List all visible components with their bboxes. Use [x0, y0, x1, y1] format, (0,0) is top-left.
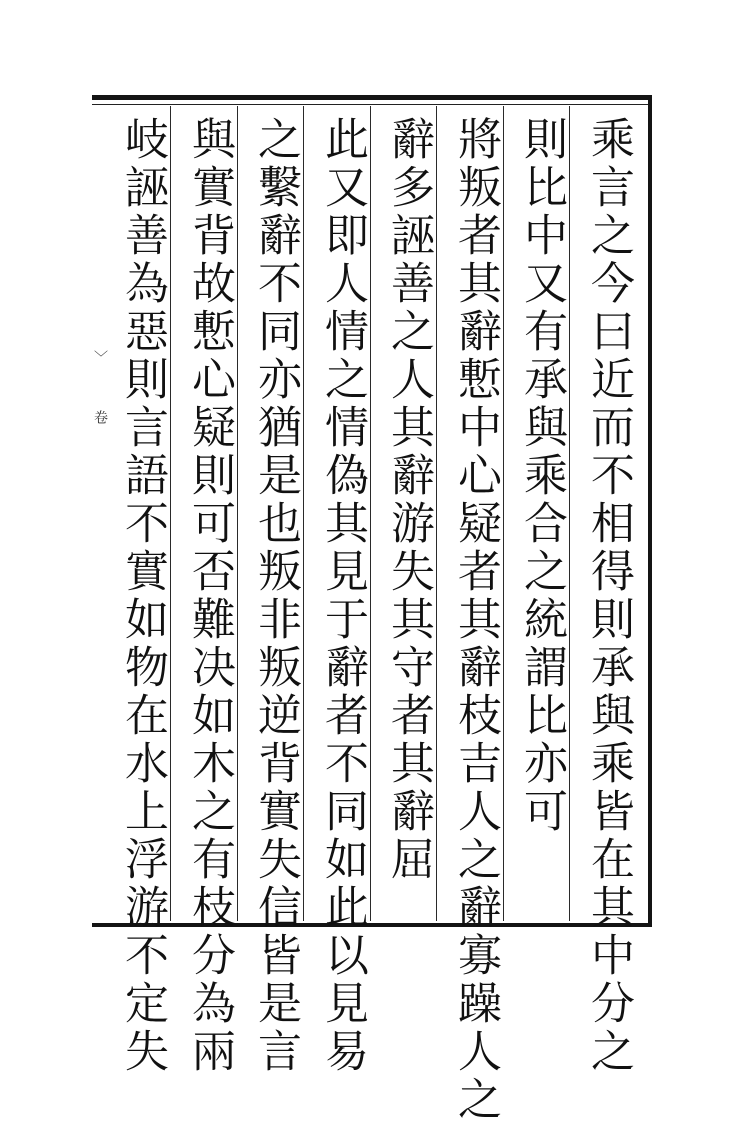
column-rule — [569, 106, 570, 921]
column-rule — [237, 106, 238, 921]
column-rule — [436, 106, 437, 921]
frame-right-border — [648, 95, 652, 927]
column-rule — [303, 106, 304, 921]
text-column-5: 此又即人情之情偽其見于辭者不同如此以見易 — [317, 116, 368, 1076]
text-column-3: 將叛者其辭慙中心疑者其辭枝吉人之辭寡躁人之 — [450, 116, 501, 1124]
column-rule — [170, 106, 171, 921]
column-rule — [370, 106, 371, 921]
text-column-1: 乘言之今曰近而不相得則承與乘皆在其中分之 — [583, 116, 634, 1076]
column-rule — [503, 106, 504, 921]
text-column-6: 之繫辭不同亦猶是也叛非叛逆背實失信皆是言 — [250, 116, 301, 1076]
frame-top-inner-line — [92, 104, 652, 105]
text-column-4: 辭多誣善之人其辭游失其守者其辭屈 — [383, 116, 434, 884]
text-column-8: 岐誣善為惡則言語不實如物在水上浮游不定失 — [117, 116, 168, 1076]
margin-mark-bottom: 卷 — [92, 410, 108, 424]
margin-mark-top: ﹀ — [92, 350, 108, 364]
text-column-7: 與實背故慙心疑則可否難决如木之有枝分為兩 — [184, 116, 235, 1076]
text-column-2: 則比中又有承與乘合之統謂比亦可 — [516, 116, 567, 836]
frame-top-border — [92, 95, 652, 100]
margin-strip — [88, 110, 110, 910]
frame-bottom-border — [92, 923, 652, 927]
